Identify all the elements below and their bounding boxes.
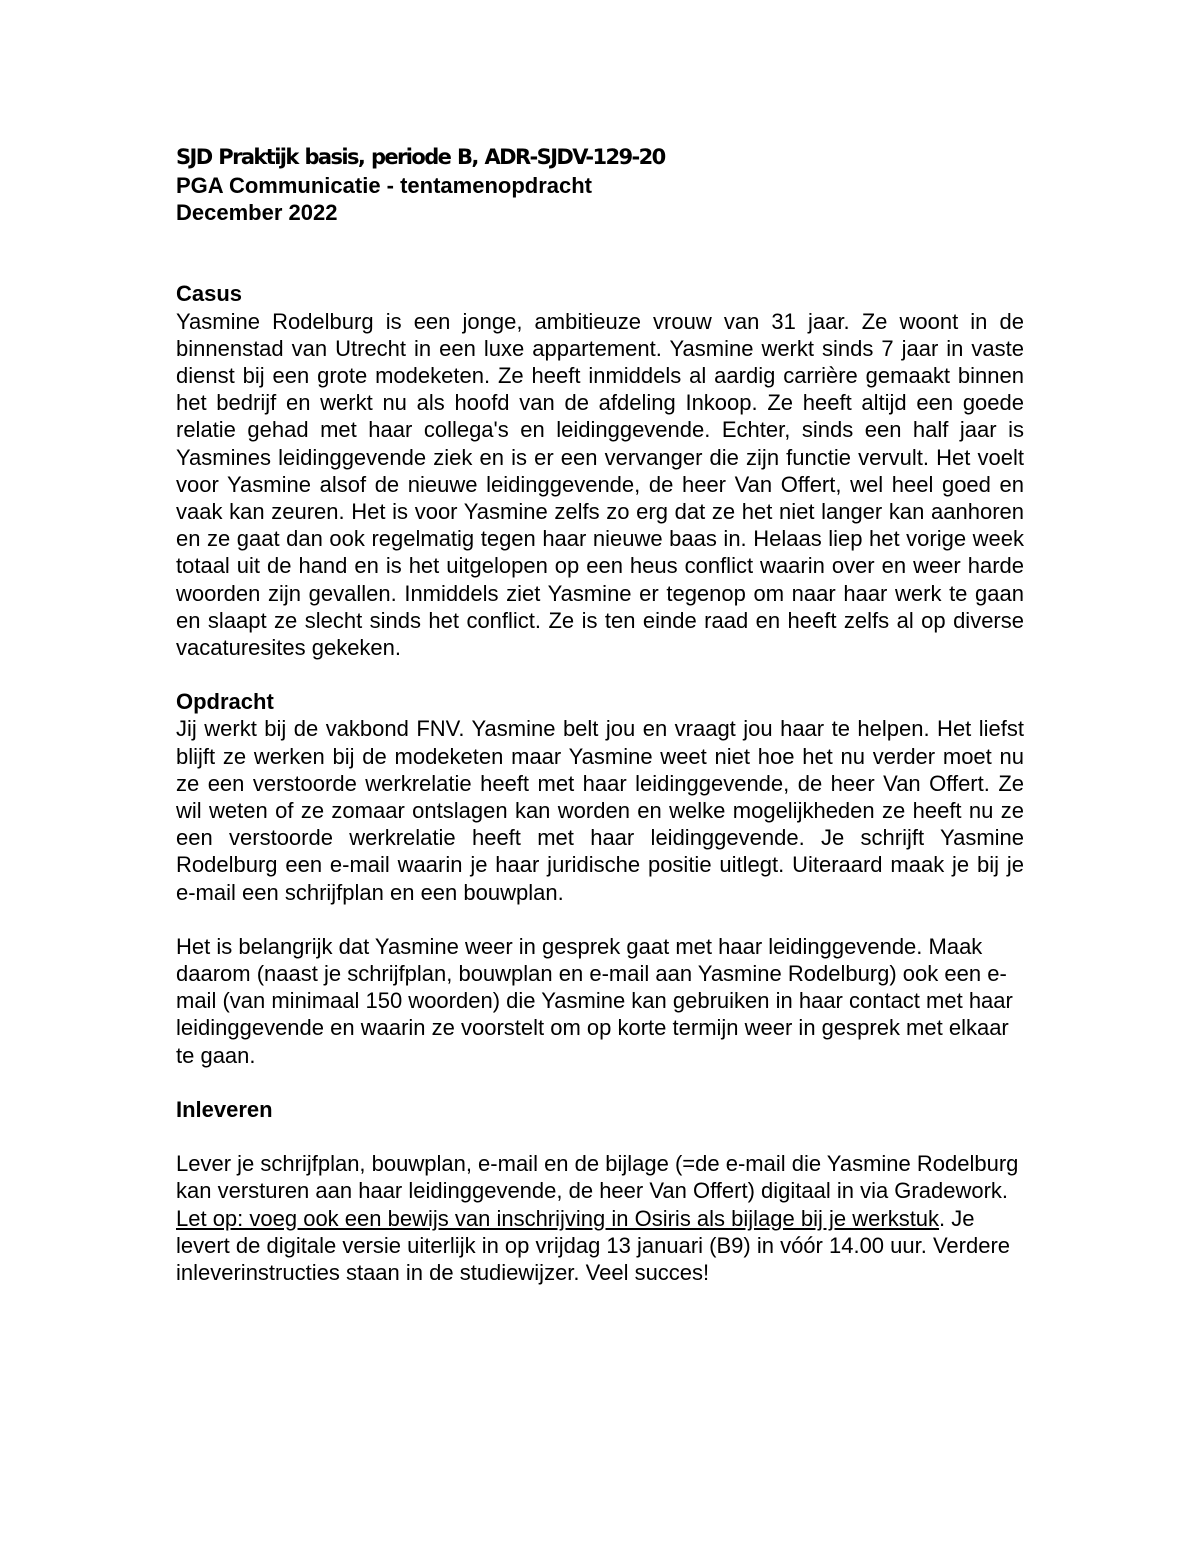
opdracht-paragraph-2: Het is belangrijk dat Yasmine weer in gesprek gaat met haar leidinggevende. Maak daarom (naast je schrijfplan, bouwplan en e-mail aan Yasmine Rodelburg) ook een e-mail (van minimaal 150 woorden) die Yasmine kan gebruiken in haar contact met haar leidinggevende en waarin ze voorstelt om op korte termijn weer in gesprek met elkaar te gaan. [176, 933, 1013, 1068]
document-subtitle: PGA Communicatie - tentamenopdracht [176, 173, 593, 198]
opdracht-heading: Opdracht [176, 689, 274, 715]
spacer [176, 226, 1024, 280]
casus-paragraph: Yasmine Rodelburg is een jonge, ambitieuze vrouw van 31 jaar. Ze woont in de binnenstad van Utrecht in een luxe appartement. Yasmine werkt sinds 7 jaar in vaste dienst bij een grote modeketen. Ze heeft inmiddels al aardig carrière gemaakt binnen het bedrijf en werkt nu als hoofd van de afdeling Inkoop. Ze heeft altijd een goede relatie gehad met haar collega's en leidinggevende. Echter, sinds een half jaar is Yasmines leidinggevende ziek en is er een vervanger die zijn functie vervult. Het voelt voor Yasmine alsof de nieuwe leidinggevende, de heer Van Offert, wel heel goed en vaak kan zeuren. Het is voor Yasmine zelfs zo erg dat ze het niet langer kan aanhoren en ze gaat dan ook regelmatig tegen haar nieuwe baas in. Helaas liep het vorige week totaal uit de hand en is het uitgelopen op een heus conflict waarin over en weer harde woorden zijn gevallen. Inmiddels ziet Yasmine er tegenop om naar haar werk te gaan en slaapt ze slecht sinds het conflict. Ze is ten einde raad en heeft zelfs al op diverse vacaturesites gekeken. [176, 308, 1024, 661]
casus-heading: Casus [176, 281, 243, 307]
document-date: December 2022 [176, 200, 338, 226]
document-title: SJD Praktijk basis, periode B, ADR-SJDV-129-20 [176, 145, 665, 169]
opdracht-paragraph: Jij werkt bij de vakbond FNV. Yasmine belt jou en vraagt jou haar te helpen. Het liefst blijft ze werken bij de modeketen maar Yasmine weet niet hoe het nu verder moet nu ze een verstoorde werkrelatie heeft met haar leidinggevende, de heer Van Offert. Ze wil weten of ze zomaar ontslagen kan worden en welke mogelijkheden ze heeft nu ze een verstoorde werkrelatie heeft met haar leidinggevende. Je schrijft Yasmine Rodelburg een e-mail waarin je haar juridische positie uitlegt. Uiteraard maak je bij je e-mail een schrijfplan en een bouwplan. [176, 716, 1024, 905]
inleveren-text-after: . Je levert de digitale versie uiterlijk in op vrijdag 13 januari (B9) in vóór 14.00 uur. Verdere inleverinstructies staan in de studiewijzer. Veel succes! [176, 1205, 1011, 1285]
inleveren-heading: Inleveren [176, 1096, 273, 1122]
spacer [176, 661, 1024, 688]
document-page [176, 142, 1024, 1286]
spacer [176, 906, 1024, 933]
spacer [176, 1123, 1024, 1150]
spacer [176, 1069, 1024, 1096]
inleveren-paragraph [176, 1150, 1024, 1286]
inleveren-text-before: Lever je schrijfplan, bouwplan, e-mail en de bijlage (=de e-mail die Yasmine Rodelburg kan versturen aan haar leidinggevende, de heer Van Offert) digitaal in via Gradework. [176, 1151, 1019, 1204]
inleveren-underlined-note: Let op: voeg ook een bewijs van inschrijving in Osiris als bijlage bij je werkstuk [176, 1205, 940, 1231]
